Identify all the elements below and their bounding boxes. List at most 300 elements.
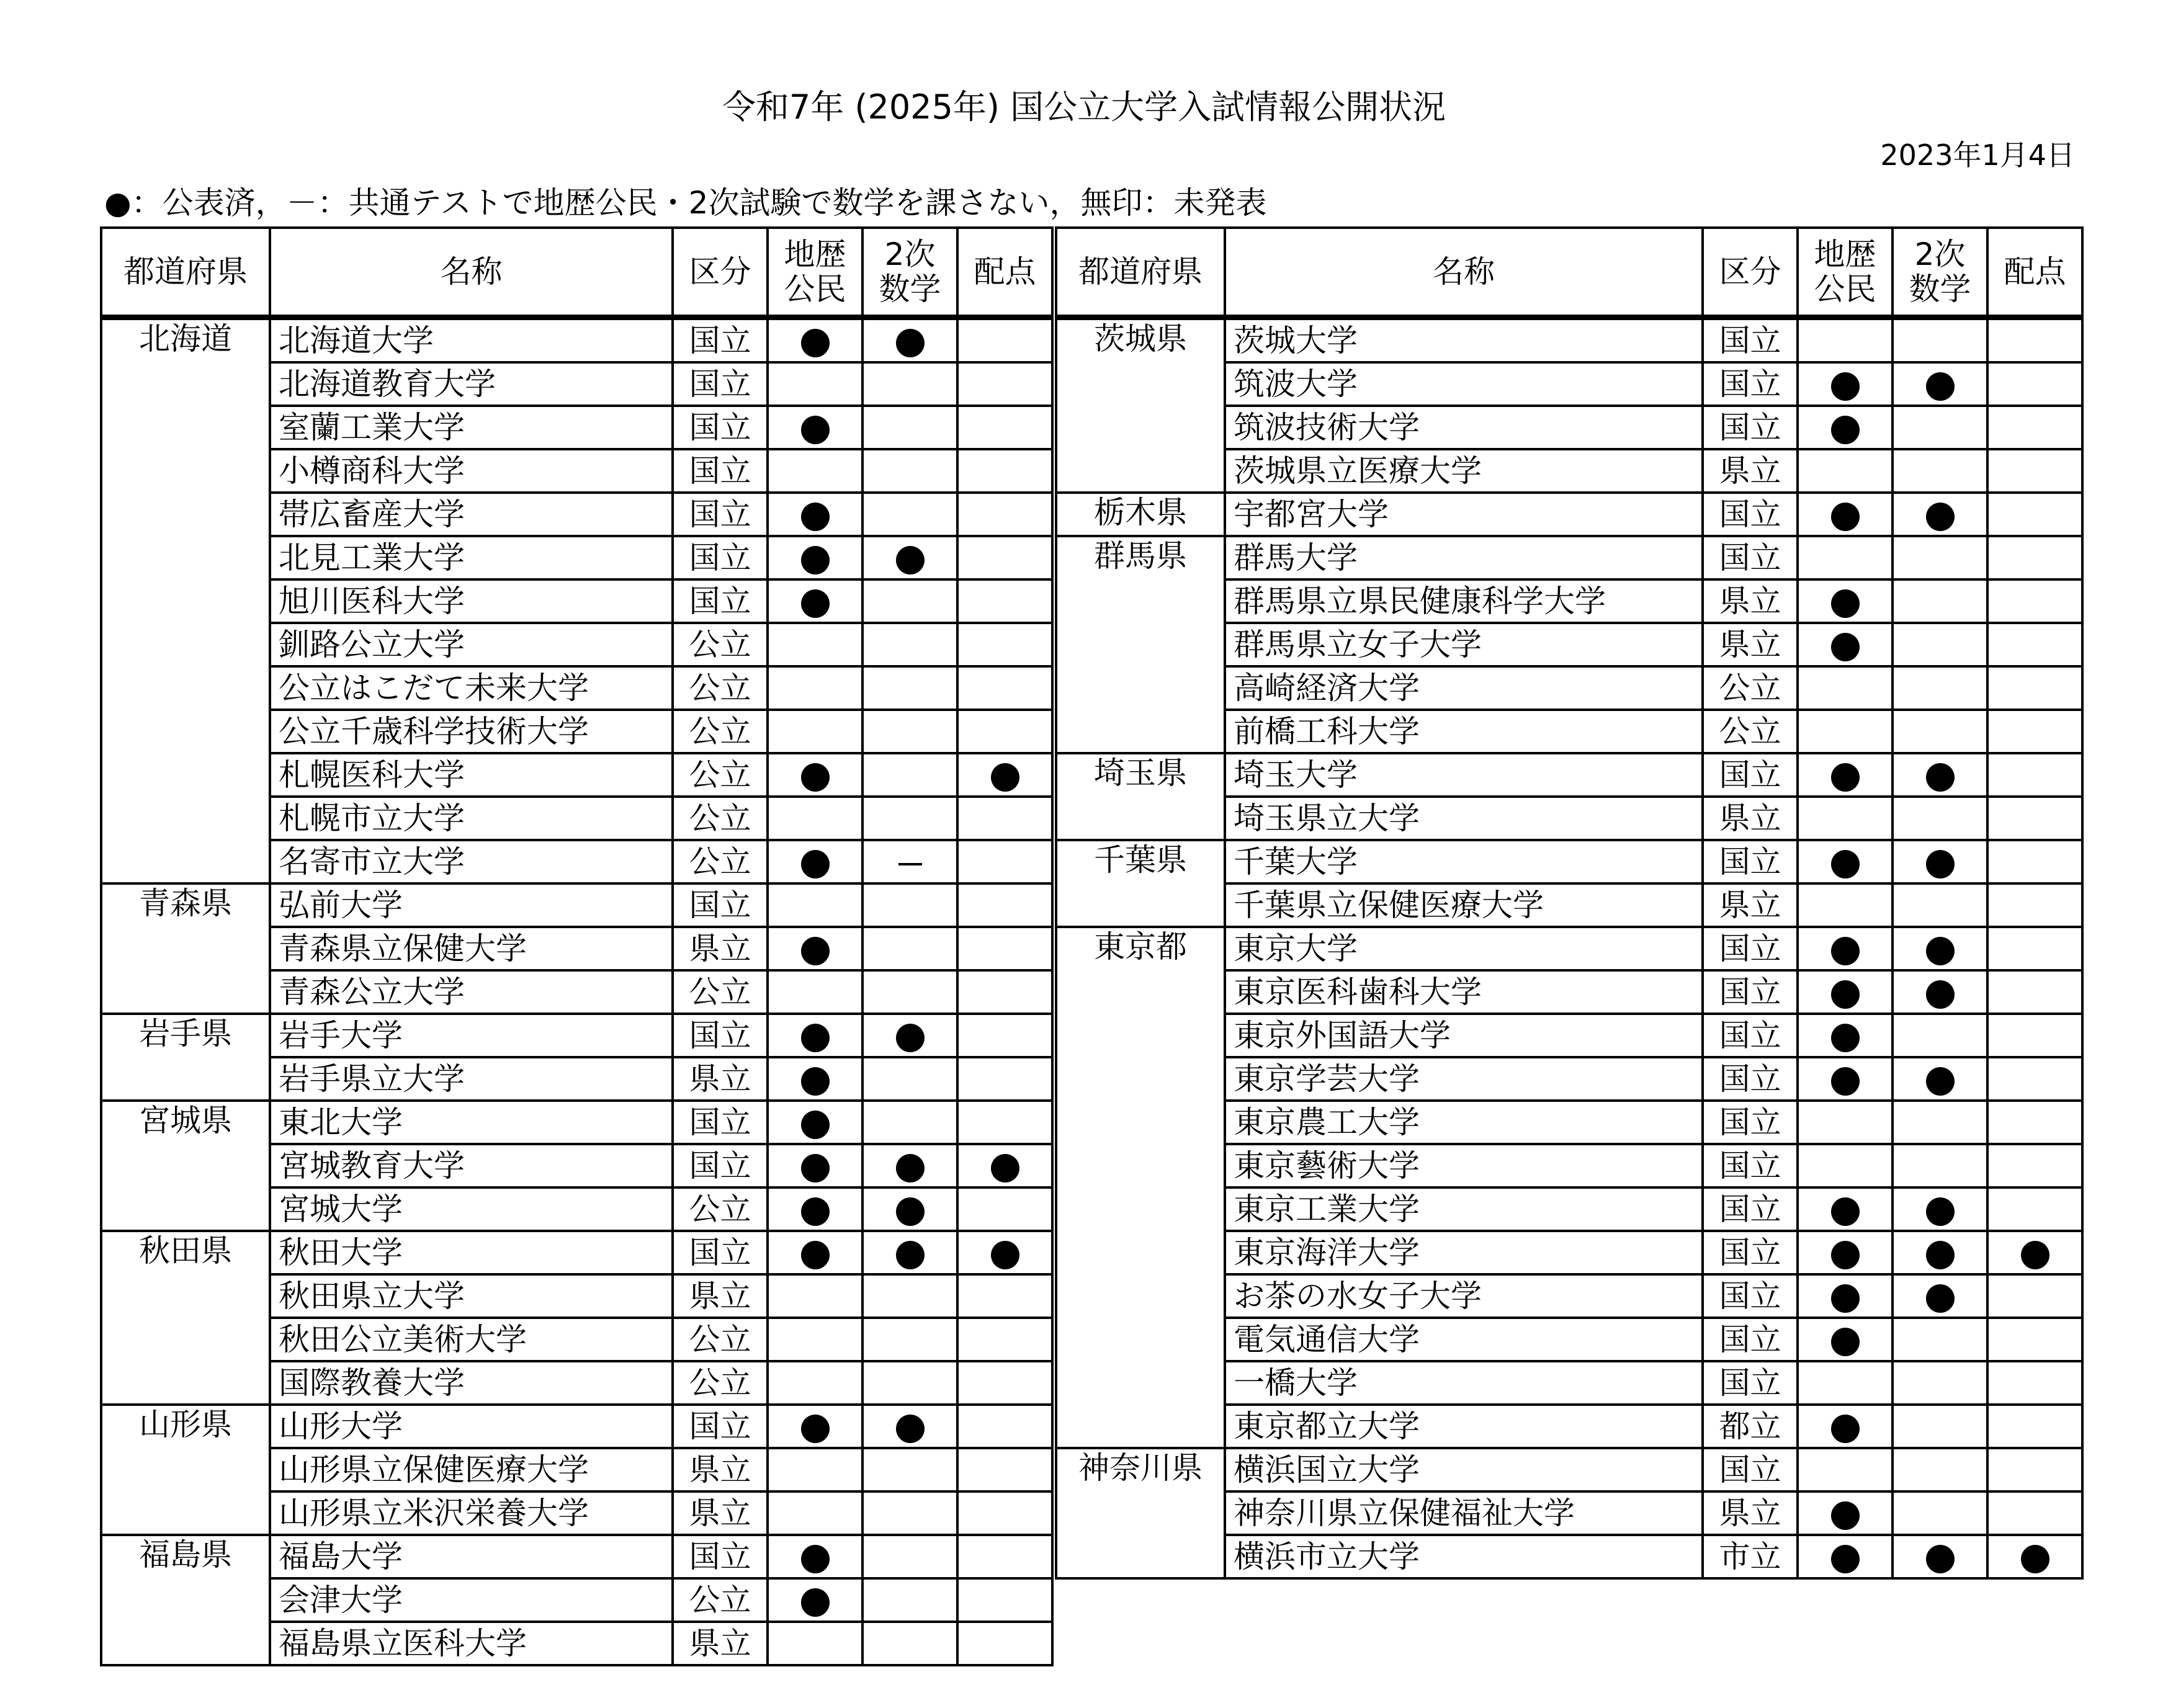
chireki-status	[768, 797, 862, 840]
header-suugaku-line2: 数学	[879, 271, 941, 307]
published-dot-icon	[1926, 980, 1955, 1009]
prefecture-cell: 秋田県	[101, 1231, 270, 1405]
university-kubun: 公立	[1703, 710, 1798, 753]
suugaku-status	[862, 840, 957, 883]
university-name: 山形大学	[270, 1405, 673, 1448]
header-suugaku-line1: 2次	[884, 236, 936, 272]
haiten-status	[1987, 1274, 2082, 1318]
prefecture-cell: 宮城県	[101, 1101, 270, 1231]
published-dot-icon	[1831, 763, 1860, 792]
suugaku-status	[1893, 883, 1987, 927]
chireki-status	[768, 1187, 862, 1231]
header-prefecture: 都道府県	[101, 228, 270, 318]
university-name: 宇都宮大学	[1225, 493, 1703, 536]
haiten-status	[957, 362, 1052, 406]
haiten-status	[1987, 927, 2082, 970]
published-dot-icon	[1831, 980, 1860, 1009]
haiten-status	[957, 1231, 1052, 1274]
suugaku-status	[862, 1622, 957, 1665]
published-dot-icon	[1831, 416, 1860, 444]
university-name: 北海道大学	[270, 318, 673, 363]
suugaku-status	[862, 1014, 957, 1057]
published-dot-icon	[1831, 1284, 1860, 1313]
university-name: 東京大学	[1225, 927, 1703, 970]
suugaku-status	[1893, 1014, 1987, 1057]
header-chireki-line2: 公民	[784, 271, 846, 307]
chireki-status	[768, 318, 862, 363]
chireki-status	[1798, 927, 1893, 970]
chireki-status	[768, 1535, 862, 1578]
haiten-status	[1987, 1014, 2082, 1057]
chireki-status	[768, 1448, 862, 1491]
chireki-status	[768, 579, 862, 623]
university-name: 福島大学	[270, 1535, 673, 1578]
haiten-status	[957, 1318, 1052, 1361]
chireki-status	[1798, 883, 1893, 927]
chireki-status	[1798, 623, 1893, 666]
header-chireki-koumin	[1798, 228, 1893, 318]
haiten-status	[957, 797, 1052, 840]
university-name: 札幌医科大学	[270, 753, 673, 797]
university-kubun: 市立	[1703, 1535, 1798, 1578]
published-dot-icon	[801, 1545, 830, 1573]
chireki-status	[768, 1318, 862, 1361]
published-dot-icon	[1831, 589, 1860, 618]
published-dot-icon	[1831, 1197, 1860, 1226]
university-name: 秋田公立美術大学	[270, 1318, 673, 1361]
header-name: 名称	[1225, 228, 1703, 318]
haiten-status	[1987, 1187, 2082, 1231]
university-name: 山形県立米沢栄養大学	[270, 1491, 673, 1535]
university-name: 秋田大学	[270, 1231, 673, 1274]
suugaku-status	[1893, 1187, 1987, 1231]
university-name: 岩手県立大学	[270, 1057, 673, 1101]
published-dot-icon	[896, 1154, 925, 1183]
prefecture-cell: 岩手県	[101, 1014, 270, 1101]
chireki-status	[1798, 797, 1893, 840]
published-dot-icon	[991, 1241, 1019, 1269]
prefecture-cell: 茨城県	[1056, 318, 1225, 493]
chireki-status	[768, 1014, 862, 1057]
chireki-status	[768, 1361, 862, 1405]
chireki-status	[1798, 1448, 1893, 1491]
university-name: 公立千歳科学技術大学	[270, 710, 673, 753]
suugaku-status	[1893, 1535, 1987, 1578]
university-kubun: 国立	[673, 1101, 768, 1144]
published-dot-icon	[1831, 1415, 1860, 1443]
haiten-status	[957, 449, 1052, 493]
suugaku-status	[862, 883, 957, 927]
haiten-status	[957, 927, 1052, 970]
prefecture-cell: 福島県	[101, 1535, 270, 1665]
published-dot-icon	[1831, 1024, 1860, 1052]
haiten-status	[957, 536, 1052, 579]
haiten-status	[1987, 449, 2082, 493]
haiten-status	[1987, 1361, 2082, 1405]
university-kubun: 県立	[673, 1491, 768, 1535]
suugaku-status	[1893, 840, 1987, 883]
published-dot-icon	[896, 1197, 925, 1226]
suugaku-status	[862, 406, 957, 449]
published-dot-icon	[801, 1111, 830, 1139]
university-kubun: 国立	[1703, 536, 1798, 579]
chireki-status	[1798, 840, 1893, 883]
university-kubun: 県立	[1703, 623, 1798, 666]
university-kubun: 国立	[673, 493, 768, 536]
haiten-status	[957, 1578, 1052, 1622]
university-kubun: 公立	[673, 840, 768, 883]
published-dot-icon	[991, 1154, 1019, 1183]
haiten-status	[1987, 1231, 2082, 1274]
haiten-status	[957, 1622, 1052, 1665]
haiten-status	[1987, 1491, 2082, 1535]
haiten-status	[957, 1144, 1052, 1187]
university-name: 山形県立保健医療大学	[270, 1448, 673, 1491]
published-dot-icon	[896, 1241, 925, 1269]
haiten-status	[1987, 1144, 2082, 1187]
university-kubun: 国立	[1703, 318, 1798, 363]
suugaku-status	[1893, 1101, 1987, 1144]
suugaku-status	[1893, 579, 1987, 623]
university-name: 横浜市立大学	[1225, 1535, 1703, 1578]
university-kubun: 国立	[1703, 1448, 1798, 1491]
published-dot-icon	[801, 1588, 830, 1617]
chireki-status	[768, 536, 862, 579]
haiten-status	[1987, 1448, 2082, 1491]
table-row	[1056, 840, 2082, 883]
haiten-status	[1987, 666, 2082, 710]
suugaku-status	[1893, 666, 1987, 710]
chireki-status	[768, 623, 862, 666]
university-kubun: 国立	[1703, 493, 1798, 536]
published-dot-icon	[1831, 850, 1860, 879]
haiten-status	[1987, 579, 2082, 623]
table-body-left	[101, 318, 1052, 1666]
haiten-status	[957, 1101, 1052, 1144]
university-kubun: 公立	[673, 753, 768, 797]
published-dot-icon	[1831, 1501, 1860, 1530]
university-name: 茨城大学	[1225, 318, 1703, 363]
table-row	[101, 1535, 1052, 1578]
published-dot-icon	[1926, 503, 1955, 531]
suugaku-status	[1893, 362, 1987, 406]
university-kubun: 県立	[1703, 449, 1798, 493]
header-kubun: 区分	[673, 228, 768, 318]
university-kubun: 公立	[673, 1361, 768, 1405]
haiten-status	[1987, 406, 2082, 449]
haiten-status	[957, 623, 1052, 666]
haiten-status	[1987, 362, 2082, 406]
published-dot-icon	[801, 1241, 830, 1269]
table-row	[1056, 536, 2082, 579]
university-kubun: 都立	[1703, 1405, 1798, 1448]
chireki-status	[1798, 1405, 1893, 1448]
header-name: 名称	[270, 228, 673, 318]
published-dot-icon	[991, 763, 1019, 792]
university-kubun: 県立	[1703, 579, 1798, 623]
published-dot-icon	[801, 503, 830, 531]
university-name: 高崎経済大学	[1225, 666, 1703, 710]
published-dot-icon	[1831, 503, 1860, 531]
suugaku-status	[862, 1187, 957, 1231]
suugaku-status	[862, 666, 957, 710]
header-chireki-line1: 地歴	[784, 236, 846, 272]
chireki-status	[768, 883, 862, 927]
suugaku-status	[1893, 493, 1987, 536]
table-row	[101, 1231, 1052, 1274]
university-kubun: 公立	[673, 1318, 768, 1361]
header-chireki-line2: 公民	[1814, 271, 1876, 307]
published-dot-icon	[1926, 1067, 1955, 1096]
suugaku-status	[862, 1535, 957, 1578]
haiten-status	[957, 1491, 1052, 1535]
chireki-status	[1798, 753, 1893, 797]
university-kubun: 公立	[673, 623, 768, 666]
table-row	[1056, 1448, 2082, 1491]
header-niji-suugaku	[1893, 228, 1987, 318]
suugaku-status	[862, 493, 957, 536]
haiten-status	[1987, 1101, 2082, 1144]
university-name: 北海道教育大学	[270, 362, 673, 406]
chireki-status	[1798, 1535, 1893, 1578]
chireki-status	[1798, 1318, 1893, 1361]
suugaku-status	[1893, 753, 1987, 797]
university-name: 旭川医科大学	[270, 579, 673, 623]
chireki-status	[768, 840, 862, 883]
university-name: 筑波技術大学	[1225, 406, 1703, 449]
university-kubun: 国立	[1703, 1014, 1798, 1057]
university-kubun: 県立	[673, 927, 768, 970]
haiten-status	[957, 710, 1052, 753]
haiten-status	[1987, 970, 2082, 1014]
published-dot-icon	[801, 850, 830, 879]
university-kubun: 国立	[1703, 1144, 1798, 1187]
haiten-status	[957, 1014, 1052, 1057]
university-name: 埼玉県立大学	[1225, 797, 1703, 840]
university-name: 帯広畜産大学	[270, 493, 673, 536]
university-kubun: 国立	[673, 449, 768, 493]
haiten-status	[957, 970, 1052, 1014]
chireki-status	[768, 1231, 862, 1274]
suugaku-status	[862, 797, 957, 840]
university-name: 釧路公立大学	[270, 623, 673, 666]
chireki-status	[768, 1101, 862, 1144]
university-kubun: 公立	[673, 1578, 768, 1622]
published-dot-icon	[896, 1024, 925, 1052]
university-name: 青森県立保健大学	[270, 927, 673, 970]
university-kubun: 県立	[673, 1448, 768, 1491]
haiten-status	[957, 493, 1052, 536]
published-dot-icon	[801, 416, 830, 444]
haiten-status	[1987, 710, 2082, 753]
chireki-status	[1798, 1144, 1893, 1187]
university-kubun: 国立	[673, 406, 768, 449]
university-kubun: 公立	[673, 970, 768, 1014]
chireki-status	[1798, 1361, 1893, 1405]
university-name: 茨城県立医療大学	[1225, 449, 1703, 493]
university-name: 会津大学	[270, 1578, 673, 1622]
chireki-status	[1798, 1491, 1893, 1535]
university-kubun: 国立	[1703, 840, 1798, 883]
chireki-status	[768, 1622, 862, 1665]
university-kubun: 国立	[1703, 753, 1798, 797]
university-name: 群馬県立女子大学	[1225, 623, 1703, 666]
suugaku-status	[1893, 1274, 1987, 1318]
suugaku-status	[1893, 318, 1987, 363]
haiten-status	[1987, 623, 2082, 666]
published-dot-icon	[801, 1154, 830, 1183]
university-name: 埼玉大学	[1225, 753, 1703, 797]
legend: ●：公表済，－：共通テストで地歴公民・2次試験で数学を課さない，無印：未発表	[104, 185, 1267, 221]
table-row	[1056, 753, 2082, 797]
header-kubun: 区分	[1703, 228, 1798, 318]
university-kubun: 国立	[1703, 1187, 1798, 1231]
published-dot-icon	[801, 546, 830, 575]
suugaku-status	[862, 1318, 957, 1361]
published-dot-icon	[1926, 372, 1955, 401]
university-name: 宮城教育大学	[270, 1144, 673, 1187]
haiten-status	[1987, 493, 2082, 536]
prefecture-cell: 千葉県	[1056, 840, 1225, 927]
university-name: 岩手大学	[270, 1014, 673, 1057]
prefecture-cell: 栃木県	[1056, 493, 1225, 536]
haiten-status	[1987, 1405, 2082, 1448]
university-kubun: 公立	[673, 797, 768, 840]
prefecture-cell: 北海道	[101, 318, 270, 884]
published-dot-icon	[1926, 850, 1955, 879]
university-kubun: 国立	[673, 536, 768, 579]
prefecture-cell: 神奈川県	[1056, 1448, 1225, 1578]
chireki-status	[768, 1144, 862, 1187]
chireki-status	[768, 406, 862, 449]
chireki-status	[768, 362, 862, 406]
chireki-status	[1798, 579, 1893, 623]
table-row	[101, 883, 1052, 927]
header-suugaku-line2: 数学	[1909, 271, 1971, 307]
chireki-status	[1798, 1274, 1893, 1318]
suugaku-status	[1893, 927, 1987, 970]
published-dot-icon	[1926, 1197, 1955, 1226]
table-row	[1056, 318, 2082, 363]
university-kubun: 国立	[1703, 1361, 1798, 1405]
university-kubun: 公立	[1703, 666, 1798, 710]
university-name: 東北大学	[270, 1101, 673, 1144]
university-name: 東京工業大学	[1225, 1187, 1703, 1231]
published-dot-icon	[801, 589, 830, 618]
university-kubun: 国立	[1703, 406, 1798, 449]
university-kubun: 国立	[1703, 1231, 1798, 1274]
suugaku-status	[1893, 1318, 1987, 1361]
suugaku-status	[862, 1101, 957, 1144]
university-name: 電気通信大学	[1225, 1318, 1703, 1361]
chireki-status	[1798, 318, 1893, 363]
suugaku-status	[1893, 536, 1987, 579]
university-kubun: 県立	[1703, 883, 1798, 927]
university-kubun: 公立	[673, 666, 768, 710]
haiten-status	[957, 1274, 1052, 1318]
publication-date: 2023年1月4日	[1880, 138, 2075, 172]
suugaku-status	[1893, 449, 1987, 493]
chireki-status	[768, 753, 862, 797]
published-dot-icon	[801, 763, 830, 792]
university-kubun: 国立	[673, 1405, 768, 1448]
published-dot-icon	[896, 1415, 925, 1443]
university-name: 筑波大学	[1225, 362, 1703, 406]
suugaku-status	[862, 449, 957, 493]
published-dot-icon	[1831, 1545, 1860, 1573]
university-name: 国際教養大学	[270, 1361, 673, 1405]
header-chireki-line1: 地歴	[1814, 236, 1876, 272]
chireki-status	[768, 666, 862, 710]
haiten-status	[1987, 797, 2082, 840]
haiten-status	[957, 1448, 1052, 1491]
university-name: 公立はこだて未来大学	[270, 666, 673, 710]
suugaku-status	[862, 1405, 957, 1448]
suugaku-status	[862, 753, 957, 797]
prefecture-cell: 埼玉県	[1056, 753, 1225, 840]
haiten-status	[1987, 1535, 2082, 1578]
university-kubun: 公立	[673, 1187, 768, 1231]
suugaku-status	[862, 1361, 957, 1405]
header-suugaku-line1: 2次	[1914, 236, 1966, 272]
university-kubun: 国立	[673, 1535, 768, 1578]
university-name: 東京藝術大学	[1225, 1144, 1703, 1187]
chireki-status	[768, 927, 862, 970]
chireki-status	[1798, 493, 1893, 536]
published-dot-icon	[1926, 1241, 1955, 1269]
chireki-status	[768, 710, 862, 753]
header-haiten: 配点	[1987, 228, 2082, 318]
university-kubun: 国立	[673, 318, 768, 363]
university-kubun: 国立	[673, 1014, 768, 1057]
prefecture-cell: 青森県	[101, 883, 270, 1014]
university-kubun: 県立	[1703, 797, 1798, 840]
suugaku-status	[1893, 1361, 1987, 1405]
suugaku-status	[862, 1274, 957, 1318]
university-name: 青森公立大学	[270, 970, 673, 1014]
chireki-status	[768, 970, 862, 1014]
university-kubun: 国立	[1703, 927, 1798, 970]
suugaku-status	[862, 579, 957, 623]
published-dot-icon	[801, 937, 830, 965]
haiten-status	[957, 1187, 1052, 1231]
chireki-status	[768, 1057, 862, 1101]
university-name: 札幌市立大学	[270, 797, 673, 840]
suugaku-status	[862, 1231, 957, 1274]
university-name: 小樽商科大学	[270, 449, 673, 493]
suugaku-status	[862, 623, 957, 666]
chireki-status	[1798, 1187, 1893, 1231]
haiten-status	[1987, 536, 2082, 579]
chireki-status	[1798, 710, 1893, 753]
suugaku-status	[1893, 1231, 1987, 1274]
university-kubun: 県立	[1703, 1491, 1798, 1535]
prefecture-cell: 東京都	[1056, 927, 1225, 1448]
university-name: 秋田県立大学	[270, 1274, 673, 1318]
university-kubun: 県立	[673, 1274, 768, 1318]
suugaku-status	[862, 318, 957, 363]
suugaku-status	[1893, 970, 1987, 1014]
published-dot-icon	[1926, 937, 1955, 965]
suugaku-status	[1893, 1057, 1987, 1101]
published-dot-icon	[1926, 1545, 1955, 1573]
haiten-status	[1987, 840, 2082, 883]
suugaku-status	[862, 970, 957, 1014]
university-name: 群馬県立県民健康科学大学	[1225, 579, 1703, 623]
university-kubun: 国立	[673, 579, 768, 623]
haiten-status	[957, 1405, 1052, 1448]
haiten-status	[957, 753, 1052, 797]
